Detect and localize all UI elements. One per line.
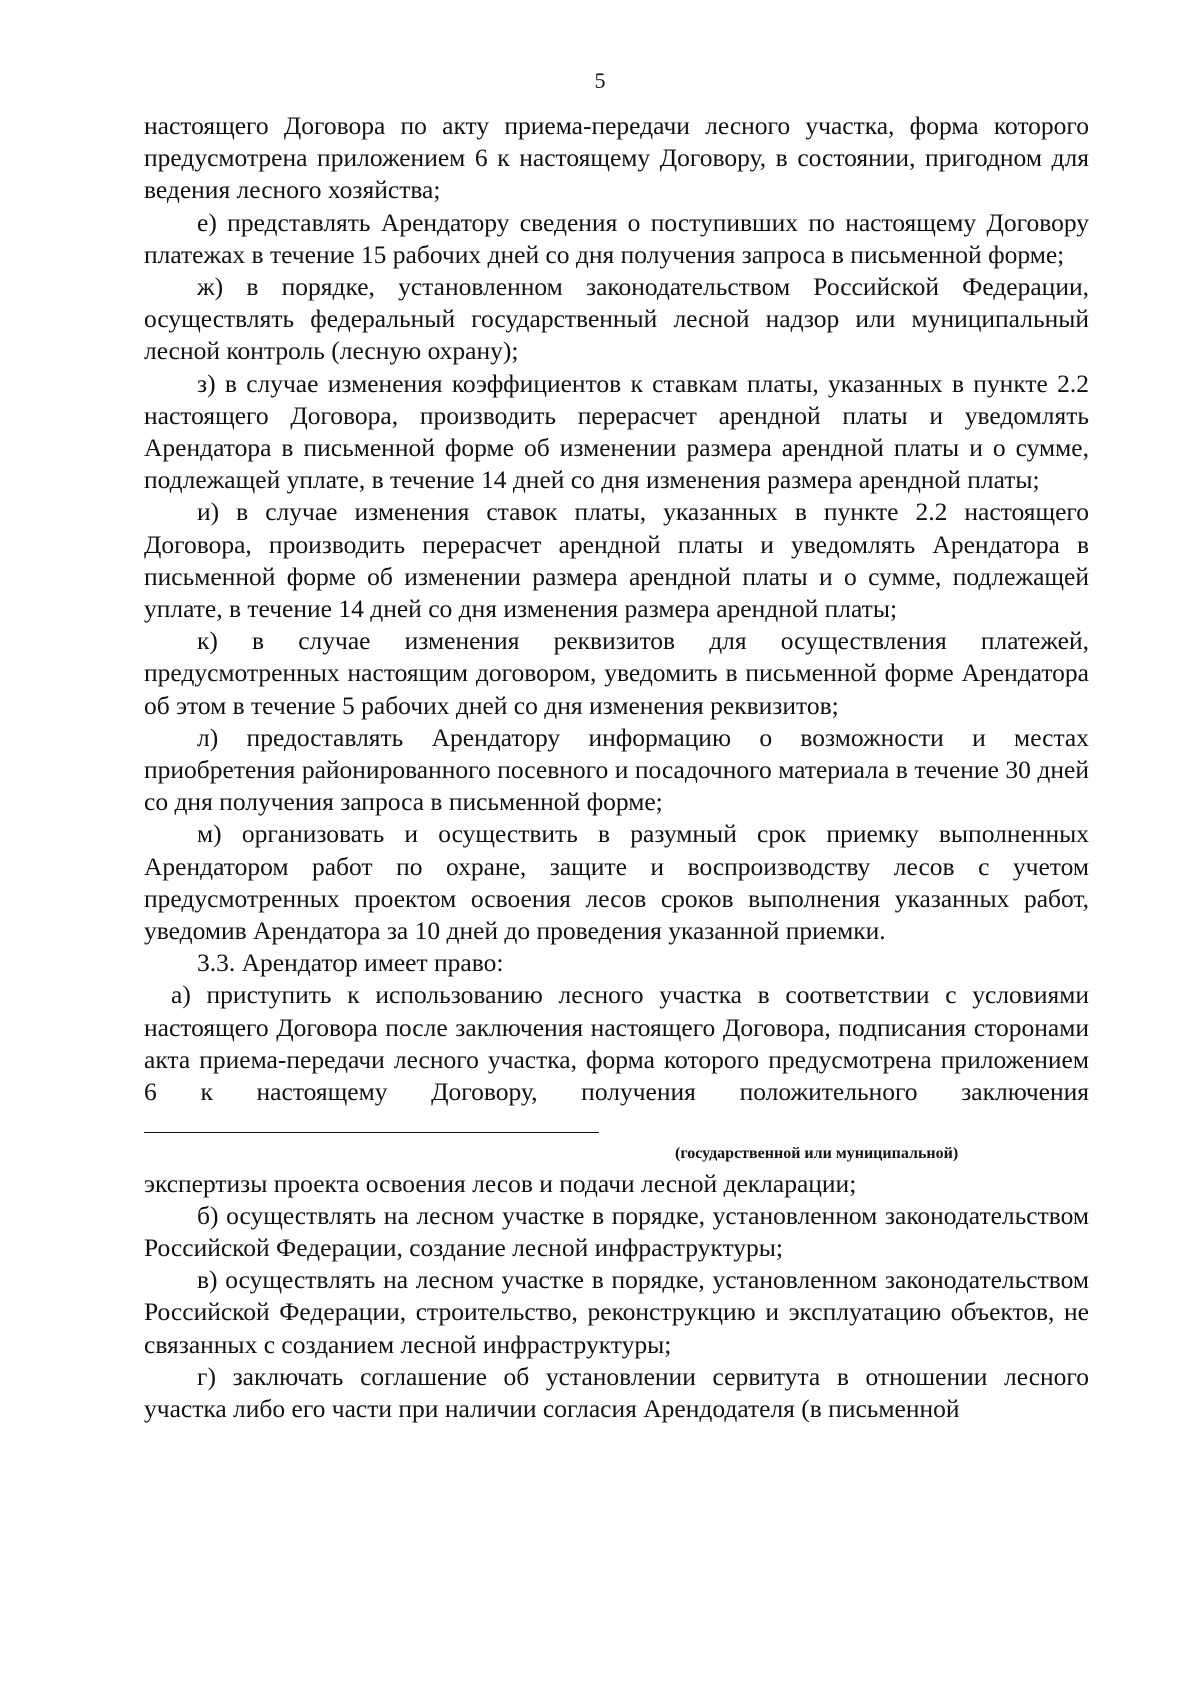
paragraph-item-l: л) предоставлять Арендатору информацию о возможности и местах приобретения районированного посевного и посадочного материала в течение 30 дней со дня получения запроса в письменной форме; (144, 722, 1089, 817)
paragraph-item-zh: ж) в порядке, установленном законодательством Российской Федерации, осуществлять федеральный государственный лесной надзор или муниципальный лесной контроль (лесную охрану); (144, 272, 1089, 366)
paragraph-item-i: и) в случае изменения ставок платы, указанных в пункте 2.2 настоящего Договора, производить перерасчет арендной платы и уведомлять Арендатора в письменной форме об изменении размера арендной платы и о сумме, подлежащей уплате, в течение 14 дней со дня изменения размера арендной платы; (144, 497, 1089, 624)
blank-line-caption: (государственной или муниципальной) (675, 1144, 959, 1162)
paragraph-item-v: в) осуществлять на лесном участке в порядке, установленном законодательством Российской Федерации, строительство, реконструкцию и эксплуатацию объектов, не связанных с созданием лесной инфраструктуры; (144, 1265, 1089, 1359)
section-heading-3-3: 3.3. Арендатор имеет право: (197, 948, 504, 978)
paragraph-item-b: б) осуществлять на лесном участке в порядке, установленном законодательством Российской Федерации, создание лесной инфраструктуры; (144, 1200, 1089, 1262)
page-number: 5 (594, 68, 606, 93)
paragraph-item-e: е) представлять Арендатору сведения о поступивших по настоящему Договору платежах в течение 15 рабочих дней со дня получения запроса в письменной форме; (144, 207, 1089, 269)
document-body (144, 110, 1089, 1425)
paragraph-item-m: м) организовать и осуществить в разумный срок приемку выполненных Арендатором работ по охране, защите и воспроизводству лесов с учетом предусмотренных проектом освоения лесов сроков выполнения указанных работ, уведомив Арендатора за 10 дней до проведения указанной приемки. (144, 819, 1089, 946)
paragraph-item-z: з) в случае изменения коэффициентов к ставкам платы, указанных в пункте 2.2 настоящего Договора, производить перерасчет арендной платы и уведомлять Арендатора в письменной форме об изменении размера арендной платы и о сумме, подлежащей уплате, в течение 14 дней со дня изменения размера арендной платы; (144, 368, 1089, 495)
paragraph-continuation: настоящего Договора по акту приема-передачи лесного участка, форма которого предусмотрена приложением 6 к настоящему Договору, в состоянии, пригодном для ведения лесного хозяйства; (144, 111, 1089, 205)
paragraph-item-g: г) заключать соглашение об установлении сервитута в отношении лесного участка либо его части при наличии согласия Арендодателя (в письменной (144, 1361, 1089, 1423)
paragraph-item-a (144, 979, 1089, 1141)
paragraph-item-a-continuation: экспертизы проекта освоения лесов и подачи лесной декларации; (144, 1168, 857, 1198)
blank-fill-line (144, 1108, 599, 1133)
paragraph-item-a-text: а) приступить к использованию лесного участка в соответствии с условиями настоящего Договора после заключения настоящего Договора, подписания сторонами акта приема-передачи лесного участка, форма которого предусмотрена приложением 6 к настоящему Договору, получения положительного заключения (144, 980, 1089, 1107)
paragraph-item-k: к) в случае изменения реквизитов для осуществления платежей, предусмотренных настоящим договором, уведомить в письменной форме Арендатора об этом в течение 5 рабочих дней со дня изменения реквизитов; (144, 626, 1089, 720)
